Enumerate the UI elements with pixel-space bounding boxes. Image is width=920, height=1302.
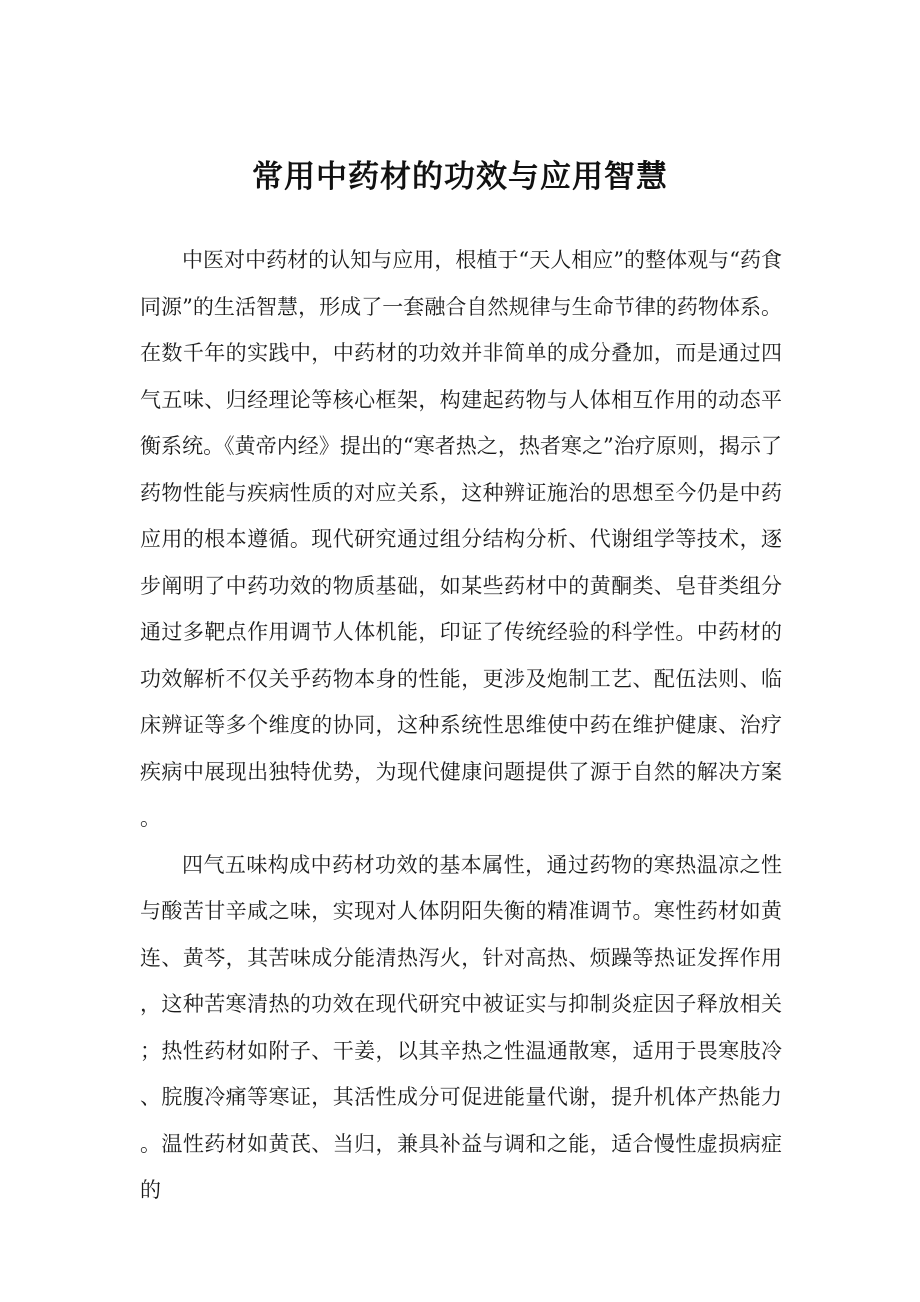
paragraph-2: 四气五味构成中药材功效的基本属性，通过药物的寒热温凉之性与酸苦甘辛咸之味，实现对人体阴阳失衡的精准调节。寒性药材如黄连、黄芩，其苦味成分能清热泻火，针对高热、烦躁等热证发挥作用，这种苦寒清热的功效在现代研究中被证实与抑制炎症因子释放相关；热性药材如附子、干姜，以其辛热之性温通散寒，适用于畏寒肢冷、脘腹冷痛等寒证，其活性成分可促进能量代谢，提升机体产热能力。温性药材如黄芪、当归，兼具补益与调和之能，适合慢性虚损病症的	[140, 852, 782, 1202]
paragraph-1: 中医对中药材的认知与应用，根植于“天人相应”的整体观与“药食同源”的生活智慧，形成了一套融合自然规律与生命节律的药物体系。在数千年的实践中，中药材的功效并非简单的成分叠加，而是通过四气五味、归经理论等核心框架，构建起药物与人体相互作用的动态平衡系统。《黄帝内经》提出的“寒者热之，热者寒之”治疗原则，揭示了药物性能与疾病性质的对应关系，这种辨证施治的思想至今仍是中药应用的根本遵循。现代研究通过组分结构分析、代谢组学等技术，逐步阐明了中药功效的物质基础，如某些药材中的黄酮类、皂苷类组分通过多靶点作用调节人体机能，印证了传统经验的科学性。中药材的功效解析不仅关乎药物本身的性能，更涉及炮制工艺、配伍法则、临床辨证等多个维度的协同，这种系统性思维使中药在维护健康、治疗疾病中展现出独特优势，为现代健康问题提供了源于自然的解决方案。	[140, 248, 782, 830]
document-body	[140, 237, 782, 1214]
document-title: 常用中药材的功效与应用智慧	[252, 159, 668, 195]
